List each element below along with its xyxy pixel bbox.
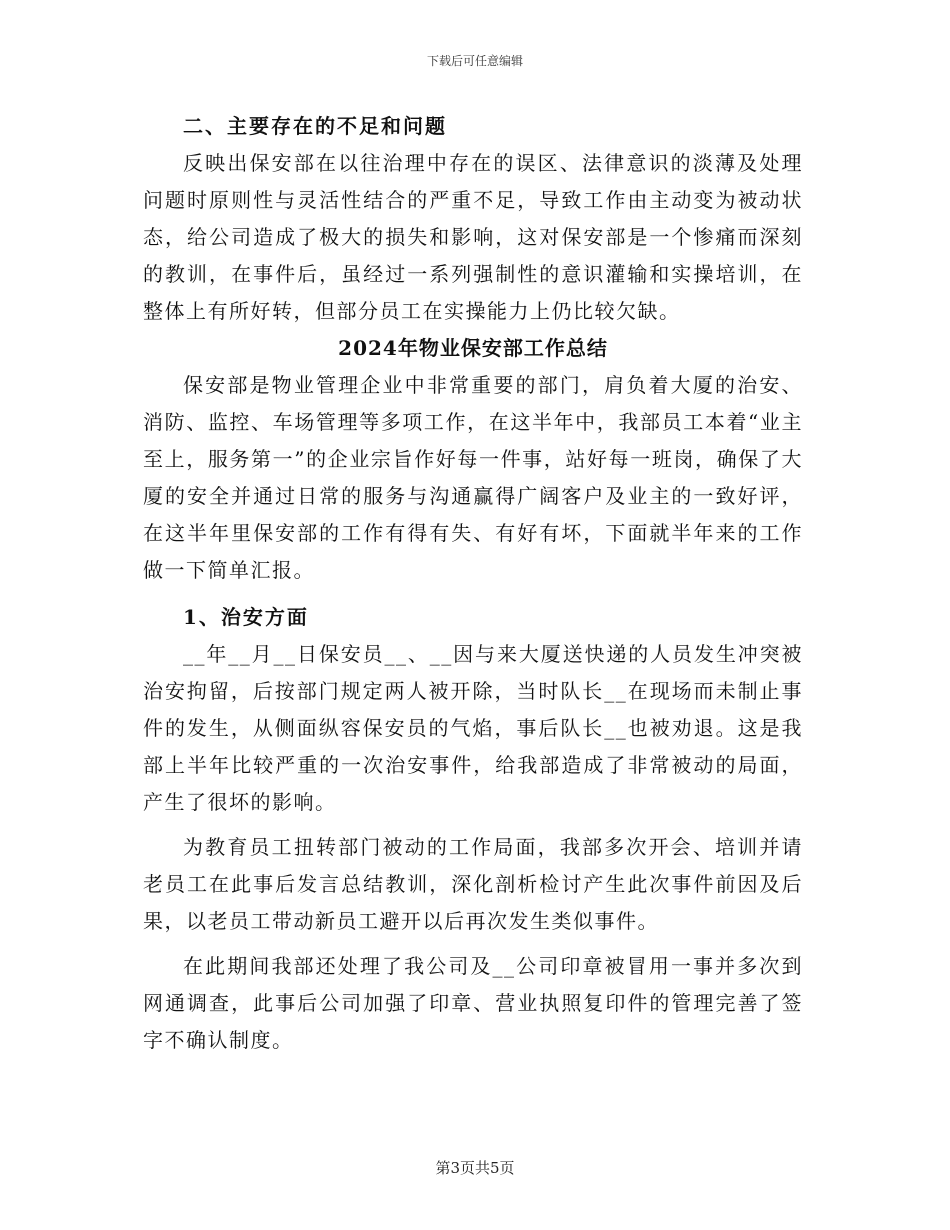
body-paragraph: 为教育员工扭转部门被动的工作局面，我部多次开会、培训并请老员工在此事后发言总结教训，深化剖析检讨产生此次事件前因及后果，以老员工带动新员工避开以后再次发生类似事件。 [143, 835, 803, 933]
page-header-note: 下载后可任意编辑 [426, 54, 523, 68]
body-paragraph: __年__月__日保安员__、__因与来大厦送快递的人员发生冲突被治安拘留，后按部门规定两人被开除，当时队长__在现场而未制止事件的发生，从侧面纵容保安员的气焰，事后队长__也被劝退。这是我部上半年比较严重的一次治安事件，给我部造成了非常被动的局面，产生了很坏的影响。 [143, 642, 803, 814]
body-paragraph: 在此期间我部还处理了我公司及__公司印章被冒用一事并多次到网通调查，此事后公司加强了印章、营业执照复印件的管理完善了签字不确认制度。 [143, 954, 803, 1052]
subsection-heading: 1、治安方面 [183, 605, 309, 629]
section-paragraph: 反映出保安部在以往治理中存在的误区、法律意识的淡薄及处理问题时原则性与灵活性结合的严重不足，导致工作由主动变为被动状态，给公司造成了极大的损失和影响，这对保安部是一个惨痛而深刻的教训，在事件后，虽经过一系列强制性的意识灌输和实操培训，在整体上有所好转，但部分员工在实操能力上仍比较欠缺。 [143, 151, 803, 323]
document-body [143, 108, 803, 1059]
intro-paragraph: 保安部是物业管理企业中非常重要的部门，肩负着大厦的治安、消防、监控、车场管理等多项工作，在这半年中，我部员工本着“业主至上，服务第一”的企业宗旨作好每一件事，站好每一班岗，确保了大厦的安全并通过日常的服务与沟通赢得广阔客户及业主的一致好评，在这半年里保安部的工作有得有失、有好有坏，下面就半年来的工作做一下简单汇报。 [143, 373, 803, 582]
section-heading: 二、主要存在的不足和问题 [183, 114, 447, 138]
document-title: 2024年物业保安部工作总结 [338, 336, 608, 360]
page-number: 第3页共5页 [435, 1159, 515, 1177]
